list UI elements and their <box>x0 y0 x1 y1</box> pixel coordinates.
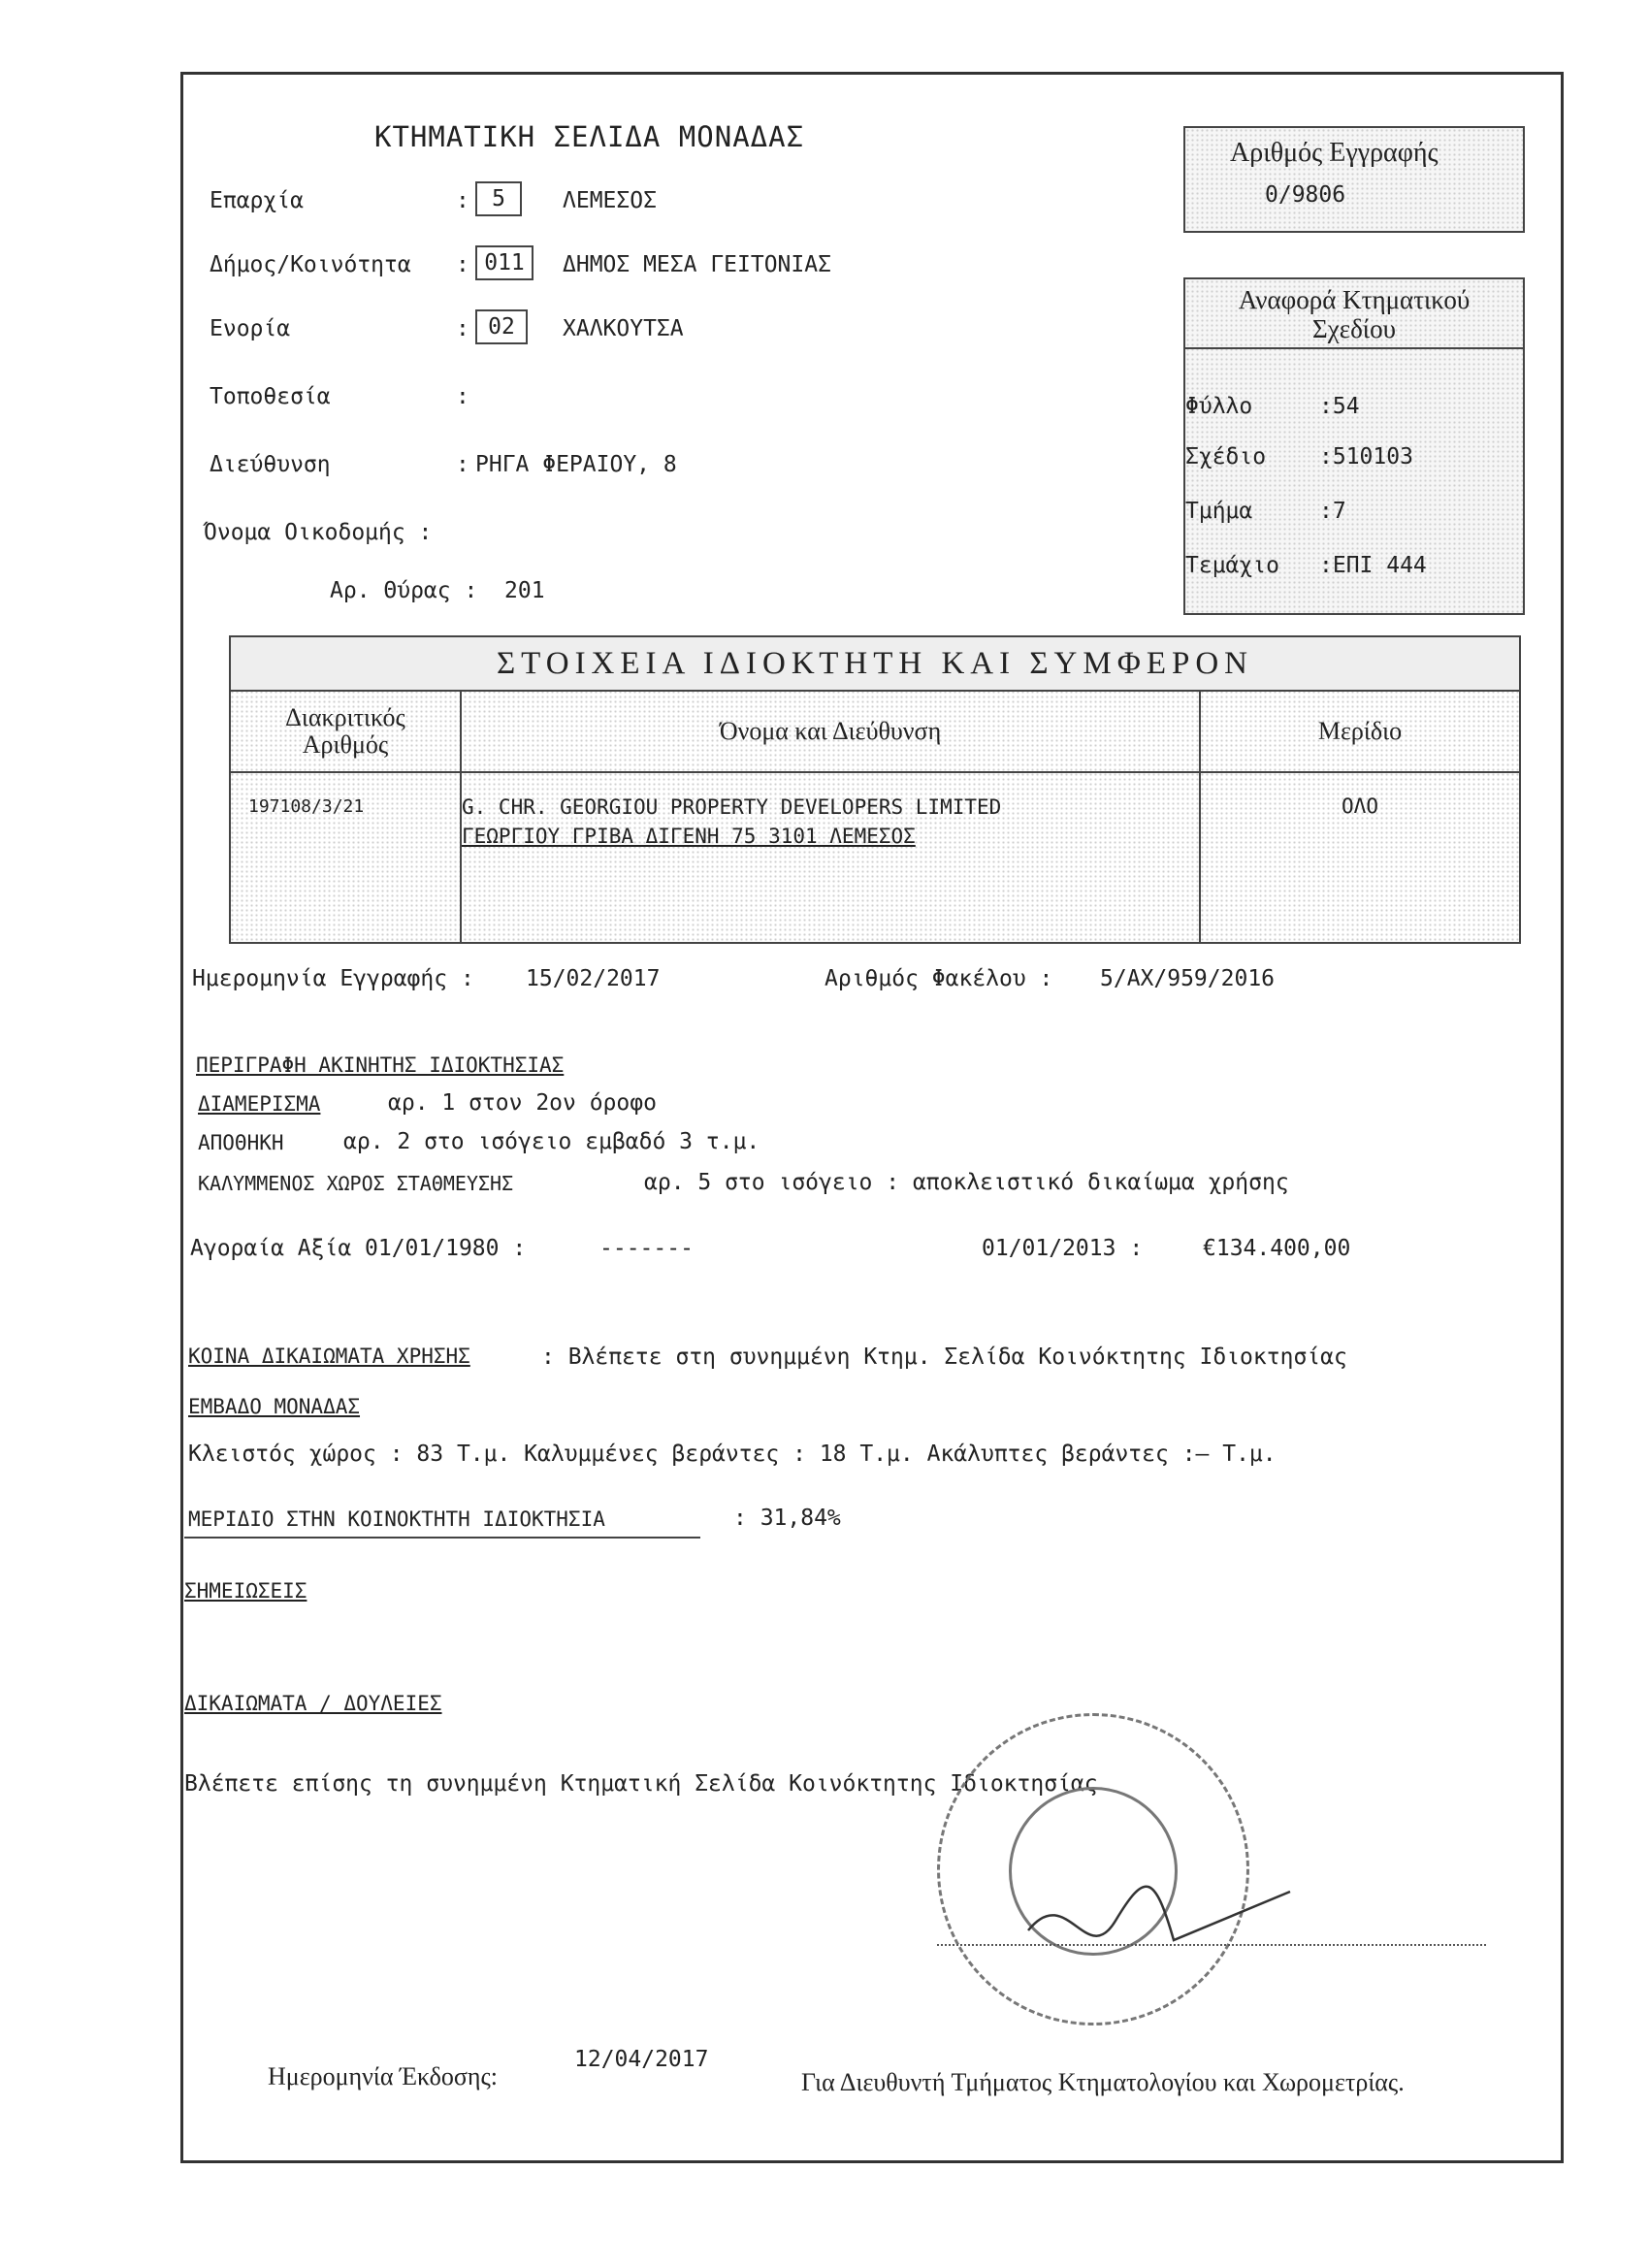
signature-line <box>937 1944 1486 1946</box>
description-heading: ΠΕΡΙΓΡΑΦΗ ΑΚΙΝΗΤΗΣ ΙΔΙΟΚΤΗΣΙΑΣ <box>196 1053 565 1077</box>
owner-name: G. CHR. GEORGIOU PROPERTY DEVELOPERS LIMITED <box>462 795 1002 819</box>
storage-label: ΑΠΟΘΗΚΗ <box>198 1131 284 1154</box>
municipality-colon: : <box>456 252 469 277</box>
owner-name-cell <box>461 772 1200 943</box>
plot-label: Τεμάχιο <box>1185 553 1279 578</box>
col-name-header: Όνομα και Διεύθυνση <box>461 691 1200 772</box>
district-name: ΛΕΜΕΣΟΣ <box>563 188 657 213</box>
address-colon: : <box>456 452 469 477</box>
plan-label: Σχέδιο <box>1185 444 1267 470</box>
market-value-2013: €134.400,00 <box>1203 1236 1351 1261</box>
address-label: Διεύθυνση <box>210 452 331 477</box>
owners-title: ΣΤΟΙΧΕΙΑ ΙΔΙΟΚΤΗΤΗ ΚΑΙ ΣΥΜΦΕΡΟΝ <box>230 636 1520 691</box>
market-value-2013-date: 01/01/2013 : <box>982 1236 1144 1261</box>
registration-title: Αριθμός Εγγραφής <box>1230 138 1439 168</box>
locality-label: Τοποθεσία <box>210 384 331 409</box>
address-value: ΡΗΓΑ ΦΕΡΑΙΟΥ, 8 <box>475 452 677 477</box>
rights-heading: ΔΙΚΑΙΩΜΑΤΑ / ΔΟΥΛΕΙΕΣ <box>184 1692 442 1715</box>
municipality-code: 011 <box>475 245 534 280</box>
market-value-1980: ------- <box>599 1236 694 1261</box>
apartment-text: αρ. 1 στον 2ον όροφο <box>388 1090 657 1116</box>
plan-reference-title <box>1205 285 1504 343</box>
col-id-line1: Διακριτικός <box>285 703 405 731</box>
table-row <box>230 772 1520 943</box>
common-rights-label: ΚΟΙΝΑ ΔΙΚΑΙΩΜΑΤΑ ΧΡΗΣΗΣ <box>188 1345 470 1368</box>
district-colon: : <box>456 188 469 213</box>
sheet-value: :54 <box>1319 394 1360 419</box>
area-heading: ΕΜΒΑΔΟ ΜΟΝΑΔΑΣ <box>188 1395 361 1418</box>
district-code: 5 <box>475 181 522 216</box>
parking-label: ΚΑΛΥΜΜΕΝΟΣ ΧΩΡΟΣ ΣΤΑΘΜΕΥΣΗΣ <box>198 1172 514 1195</box>
share-value: : 31,84% <box>733 1506 841 1531</box>
common-rights-text: : Βλέπετε στη συνημμένη Κτημ. Σελίδα Κοινόκτητης Ιδιοκτησίας <box>541 1345 1347 1370</box>
owner-id: 197108/3/21 <box>230 772 461 943</box>
apartment-label: ΔΙΑΜΕΡΙΣΜΑ <box>198 1092 321 1116</box>
owner-address: ΓΕΩΡΓΙΟΥ ΓΡΙΒΑ ΔΙΓΕΝΗ 75 3101 ΛΕΜΕΣΟΣ <box>462 825 916 848</box>
parish-name: ΧΑΛΚΟΥΤΣΑ <box>563 316 684 341</box>
owners-table <box>229 635 1521 944</box>
municipality-label: Δήμος/Κοινότητα <box>210 252 411 277</box>
area-text: Κλειστός χώρος : 83 Τ.μ. Καλυμμένες βεράντες : 18 Τ.μ. Ακάλυπτες βεράντες :— Τ.μ. <box>188 1442 1277 1467</box>
parish-label: Ενορία <box>210 316 291 341</box>
share-underline <box>184 1537 700 1539</box>
municipality-name: ΔΗΜΟΣ ΜΕΣΑ ΓΕΙΤΟΝΙΑΣ <box>563 252 831 277</box>
market-value-label: Αγοραία Αξία 01/01/1980 : <box>190 1236 527 1261</box>
signatory-text: Για Διευθυντή Τμήματος Κτηματολογίου και Χωρομετρίας. <box>801 2068 1405 2096</box>
col-id-header <box>230 691 461 772</box>
owner-share: ΟΛΟ <box>1200 772 1520 943</box>
rights-text: Βλέπετε επίσης τη συνημμένη Κτηματική Σελίδα Κοινόκτητης Ιδιοκτησίας <box>184 1771 1098 1797</box>
registration-date-label: Ημερομηνία Εγγραφής : <box>192 966 474 991</box>
parking-text: αρ. 5 στο ισόγειο : αποκλειστικό δικαίωμα χρήσης <box>644 1170 1289 1195</box>
plan-reference-box <box>1183 277 1525 615</box>
building-label: Όνομα Οικοδομής : <box>204 520 433 545</box>
page-title: ΚΤΗΜΑΤΙΚΗ ΣΕΛΙΔΑ ΜΟΝΑΔΑΣ <box>374 120 805 153</box>
registration-number: 0/9806 <box>1265 182 1346 208</box>
plot-value: :ΕΠΙ 444 <box>1319 553 1427 578</box>
file-number: 5/ΑΧ/959/2016 <box>1100 966 1276 991</box>
storage-text: αρ. 2 στο ισόγειο εμβαδό 3 τ.μ. <box>343 1129 760 1154</box>
plan-title-line2: Σχεδίου <box>1312 314 1396 343</box>
share-label: ΜΕΡΙΔΙΟ ΣΤΗΝ ΚΟΙΝΟΚΤΗΤΗ ΙΔΙΟΚΤΗΣΙΑ <box>188 1507 605 1531</box>
registration-box <box>1183 126 1525 233</box>
door-label: Αρ. Θύρας : <box>330 578 478 603</box>
issue-date-label: Ημερομηνία Έκδοσης: <box>268 2062 498 2090</box>
file-number-label: Αριθμός Φακέλου : <box>824 966 1053 991</box>
issue-date: 12/04/2017 <box>574 2047 709 2072</box>
parish-code: 02 <box>475 309 528 344</box>
signature <box>1009 1863 1300 1998</box>
plan-value: :510103 <box>1319 444 1413 470</box>
notes-heading: ΣΗΜΕΙΩΣΕΙΣ <box>184 1579 307 1603</box>
section-value: :7 <box>1319 499 1346 524</box>
registration-date: 15/02/2017 <box>526 966 661 991</box>
col-share-header: Μερίδιο <box>1200 691 1520 772</box>
locality-colon: : <box>456 384 469 409</box>
plan-title-line1: Αναφορά Κτηματικού <box>1238 285 1471 314</box>
door-value: 201 <box>504 578 545 603</box>
district-label: Επαρχία <box>210 188 304 213</box>
col-id-line2: Αριθμός <box>302 730 389 759</box>
section-label: Τμήμα <box>1185 499 1253 524</box>
owners-header-row <box>230 691 1520 772</box>
parish-colon: : <box>456 316 469 341</box>
owners-title-row <box>230 636 1520 691</box>
sheet-label: Φύλλο <box>1185 394 1253 419</box>
